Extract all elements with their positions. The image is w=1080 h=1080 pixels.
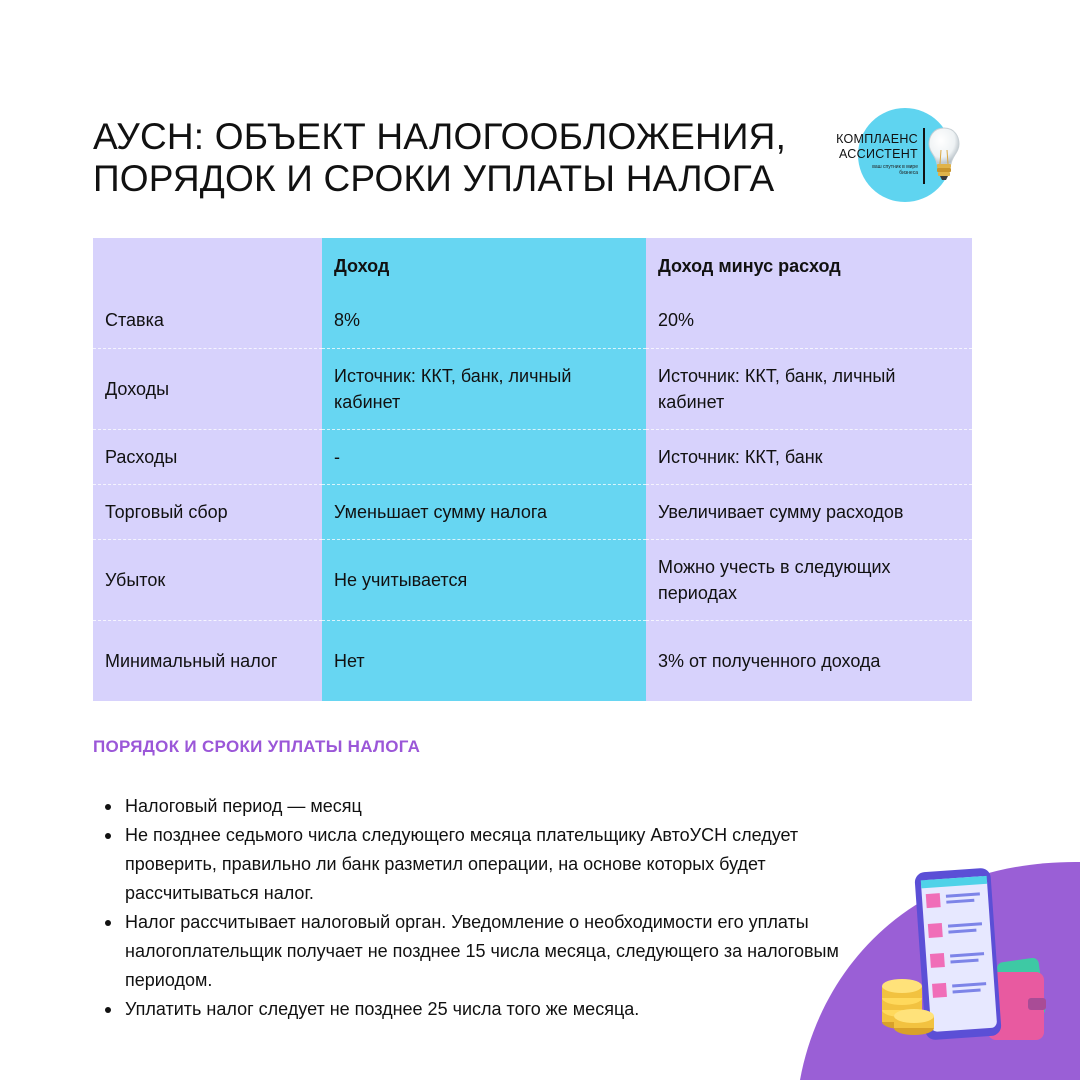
table-row	[93, 620, 972, 701]
section-heading: ПОРЯДОК И СРОКИ УПЛАТЫ НАЛОГА	[93, 737, 421, 756]
row-label: Доходы	[93, 348, 322, 429]
table-row	[93, 348, 972, 429]
table-header-row	[93, 238, 972, 293]
income-cell: Нет	[322, 620, 646, 701]
bullet-list	[103, 792, 863, 1024]
lightbulb-icon	[926, 124, 962, 188]
income-cell: 8%	[322, 293, 646, 348]
row-label: Ставка	[93, 293, 322, 348]
income-cell: Уменьшает сумму налога	[322, 484, 646, 539]
income-cell: Не учитывается	[322, 539, 646, 620]
row-label: Расходы	[93, 429, 322, 484]
row-label: Торговый сбор	[93, 484, 322, 539]
income-cell: Источник: ККТ, банк, личный кабинет	[322, 348, 646, 429]
table-row	[93, 429, 972, 484]
income-minus-expense-cell: Источник: ККТ, банк, личный кабинет	[646, 348, 972, 429]
logo-line-1: КОМПЛАЕНС	[836, 132, 918, 146]
income-minus-expense-cell: 3% от полученного дохода	[646, 620, 972, 701]
logo-line-2: АССИСТЕНТ	[838, 147, 918, 161]
title-line-2: ПОРЯДОК И СРОКИ УПЛАТЫ НАЛОГА	[93, 158, 775, 199]
list-item: Налог рассчитывает налоговый орган. Уведомление о необходимости его уплаты налогоплательщик получает не позднее 15 числа месяца, следующего за налоговым периодом.	[103, 908, 863, 995]
list-item: Не позднее седьмого числа следующего месяца плательщику АвтоУСН следует проверить, правильно ли банк разметил операции, на основе которых будет рассчитываться налог.	[103, 821, 863, 908]
header-income: Доход	[322, 238, 646, 293]
row-label: Минимальный налог	[93, 620, 322, 701]
income-minus-expense-cell: Источник: ККТ, банк	[646, 429, 972, 484]
income-minus-expense-cell: Можно учесть в следующих периодах	[646, 539, 972, 620]
income-minus-expense-cell: 20%	[646, 293, 972, 348]
logo-text	[826, 132, 918, 162]
list-item: Налоговый период — месяц	[103, 792, 863, 821]
income-minus-expense-cell: Увеличивает сумму расходов	[646, 484, 972, 539]
table-row	[93, 293, 972, 348]
page-title	[93, 116, 793, 200]
title-line-1: АУСН: ОБЪЕКТ НАЛОГООБЛОЖЕНИЯ,	[93, 116, 787, 157]
list-item: Уплатить налог следует не позднее 25 числа того же месяца.	[103, 995, 863, 1024]
income-cell: -	[322, 429, 646, 484]
brand-logo	[826, 106, 972, 202]
phone-wallet-coins-illustration	[800, 860, 1080, 1080]
table-row	[93, 539, 972, 620]
logo-divider	[923, 128, 925, 184]
table-row	[93, 484, 972, 539]
row-label: Убыток	[93, 539, 322, 620]
header-empty-cell	[93, 238, 322, 293]
header-income-minus-expense: Доход минус расход	[646, 238, 972, 293]
comparison-table	[93, 238, 972, 701]
logo-tagline: ваш спутник в мире бизнеса	[872, 164, 918, 176]
